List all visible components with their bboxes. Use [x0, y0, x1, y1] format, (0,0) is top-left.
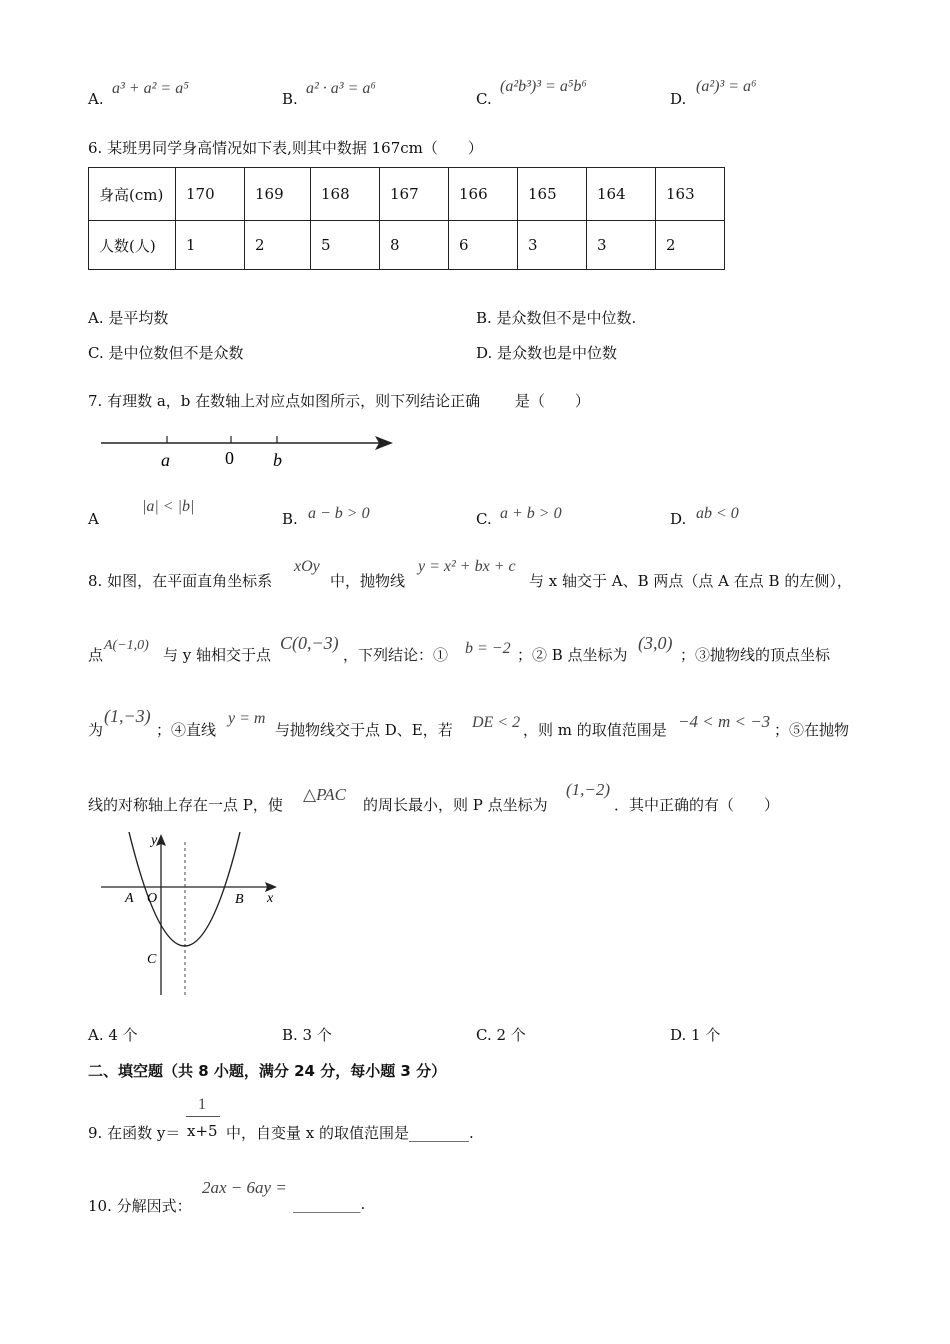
q8-line3-b: ；④直线 — [156, 721, 217, 739]
q8-line2-e: ；③抛物线的顶点坐标 — [680, 646, 831, 664]
q8-line3-c: 与抛物线交于点 D、E，若 — [275, 721, 453, 739]
q8-parabola-eq: y = x² + bx + c — [418, 558, 516, 575]
q8-b-value: b = −2 — [465, 640, 511, 657]
q8-line2-a: 点 — [88, 646, 104, 664]
table-row — [89, 168, 725, 221]
q8-triangle-pac: △PAC — [303, 785, 346, 804]
q7-option-a-label: A — [88, 510, 99, 528]
table-cell: 3 — [518, 221, 587, 270]
q8-line4-c: ．其中正确的有（ ） — [614, 796, 780, 814]
q8-option-d: D. 1 个 — [670, 1026, 721, 1044]
q7-option-d-math: ab < 0 — [696, 505, 739, 522]
table-cell: 168 — [311, 168, 380, 221]
table-cell: 170 — [176, 168, 245, 221]
table-cell: 人数(人) — [89, 221, 176, 270]
q9-fraction-denominator: x+5 — [187, 1122, 218, 1140]
q9-fraction-numerator: 1 — [198, 1096, 206, 1113]
q8-line-ym: y = m — [228, 710, 266, 727]
q8-line2-d: ；② B 点坐标为 — [517, 646, 628, 664]
table-cell: 167 — [380, 168, 449, 221]
table-cell: 3 — [587, 221, 656, 270]
table-cell: 身高(cm) — [89, 168, 176, 221]
q6-option-a: A. 是平均数 — [88, 309, 169, 327]
q7-option-c-math: a + b > 0 — [500, 505, 562, 522]
q9-text-a: 9. 在函数 y＝ — [88, 1124, 181, 1142]
table-cell: 8 — [380, 221, 449, 270]
q8-line3-e: ；⑤在抛物 — [774, 721, 850, 739]
point-c-label: C — [147, 952, 157, 967]
table-cell: 166 — [449, 168, 518, 221]
q10-math: 2ax − 6ay = — [202, 1178, 287, 1197]
q8-vertex: (1,−3) — [104, 706, 151, 726]
height-table — [88, 167, 725, 270]
q5-option-b-math: a² · a³ = a⁶ — [306, 80, 376, 97]
table-cell: 6 — [449, 221, 518, 270]
q8-de: DE < 2 — [472, 714, 521, 731]
table-row — [89, 221, 725, 270]
q10-blank: _________. — [293, 1195, 366, 1213]
q6-option-c: C. 是中位数但不是众数 — [88, 344, 244, 362]
q5-option-c-label: C. — [476, 90, 492, 108]
q7-option-b-math: a − b > 0 — [308, 505, 370, 522]
q8-line4-a: 线的对称轴上存在一点 P，使 — [88, 796, 283, 814]
q8-line3-a: 为 — [88, 721, 104, 739]
x-label: x — [267, 891, 274, 906]
label-a: a — [161, 450, 170, 470]
table-cell: 165 — [518, 168, 587, 221]
label-b: b — [273, 450, 282, 470]
table-cell: 169 — [245, 168, 311, 221]
q8-line1-c: 与 x 轴交于 A、B 两点（点 A 在点 B 的左侧）， — [529, 572, 852, 590]
q8-line4-b: 的周长最小，则 P 点坐标为 — [363, 796, 548, 814]
y-label: y — [151, 833, 158, 848]
q9-text-b: 中，自变量 x 的取值范围是________. — [226, 1124, 474, 1142]
q8-point-b: (3,0) — [638, 633, 673, 653]
q8-line2-b: 与 y 轴相交于点 — [163, 646, 272, 664]
table-cell: 1 — [176, 221, 245, 270]
q8-line2-c: ，下列结论：① — [343, 646, 449, 664]
point-a-label: A — [125, 891, 134, 906]
q9-fraction-bar — [186, 1116, 220, 1117]
q8-point-p: (1,−2) — [566, 780, 611, 799]
q7-option-b-label: B. — [282, 510, 298, 528]
q5-option-b-label: B. — [282, 90, 298, 108]
q5-option-c-math: (a²b³)³ = a⁵b⁶ — [500, 78, 587, 95]
point-b-label: B — [235, 892, 244, 907]
q8-line1-b: 中，抛物线 — [330, 572, 406, 590]
parabola-figure — [95, 830, 285, 1000]
q6-option-d: D. 是众数也是中位数 — [476, 344, 618, 362]
q6-option-b: B. 是众数但不是中位数. — [476, 309, 637, 327]
q7-stem: 7. 有理数 a，b 在数轴上对应点如图所示，则下列结论正确 是（ ） — [88, 392, 590, 410]
q8-point-c: C(0,−3) — [280, 633, 339, 653]
section-title: 二、填空题（共 8 小题，满分 24 分，每小题 3 分） — [88, 1062, 447, 1080]
q5-option-a-math: a³ + a² = a⁵ — [112, 80, 189, 97]
number-line-figure — [95, 428, 400, 476]
q7-option-c-label: C. — [476, 510, 492, 528]
q8-option-c: C. 2 个 — [476, 1026, 526, 1044]
q7-option-d-label: D. — [670, 510, 687, 528]
table-cell: 2 — [656, 221, 725, 270]
label-zero: 0 — [225, 448, 234, 468]
table-cell: 163 — [656, 168, 725, 221]
q8-point-a: A(−1,0) — [104, 638, 149, 653]
table-cell: 2 — [245, 221, 311, 270]
q8-m-range: −4 < m < −3 — [678, 712, 771, 731]
q5-option-d-label: D. — [670, 90, 687, 108]
q8-line3-d: ，则 m 的取值范围是 — [523, 721, 667, 739]
q8-xoy: xOy — [294, 558, 320, 575]
q6-stem: 6. 某班男同学身高情况如下表,则其中数据 167cm（ ） — [88, 139, 483, 157]
q5-option-d-math: (a²)³ = a⁶ — [696, 78, 757, 95]
q8-option-b: B. 3 个 — [282, 1026, 332, 1044]
q5-option-a-label: A. — [88, 90, 104, 108]
q8-line1-a: 8. 如图，在平面直角坐标系 — [88, 572, 273, 590]
table-cell: 164 — [587, 168, 656, 221]
table-cell: 5 — [311, 221, 380, 270]
q8-option-a: A. 4 个 — [88, 1026, 138, 1044]
q7-option-a-math: |a| < |b| — [142, 498, 195, 515]
q10-text: 10. 分解因式： — [88, 1197, 192, 1215]
origin-label: O — [147, 891, 158, 906]
